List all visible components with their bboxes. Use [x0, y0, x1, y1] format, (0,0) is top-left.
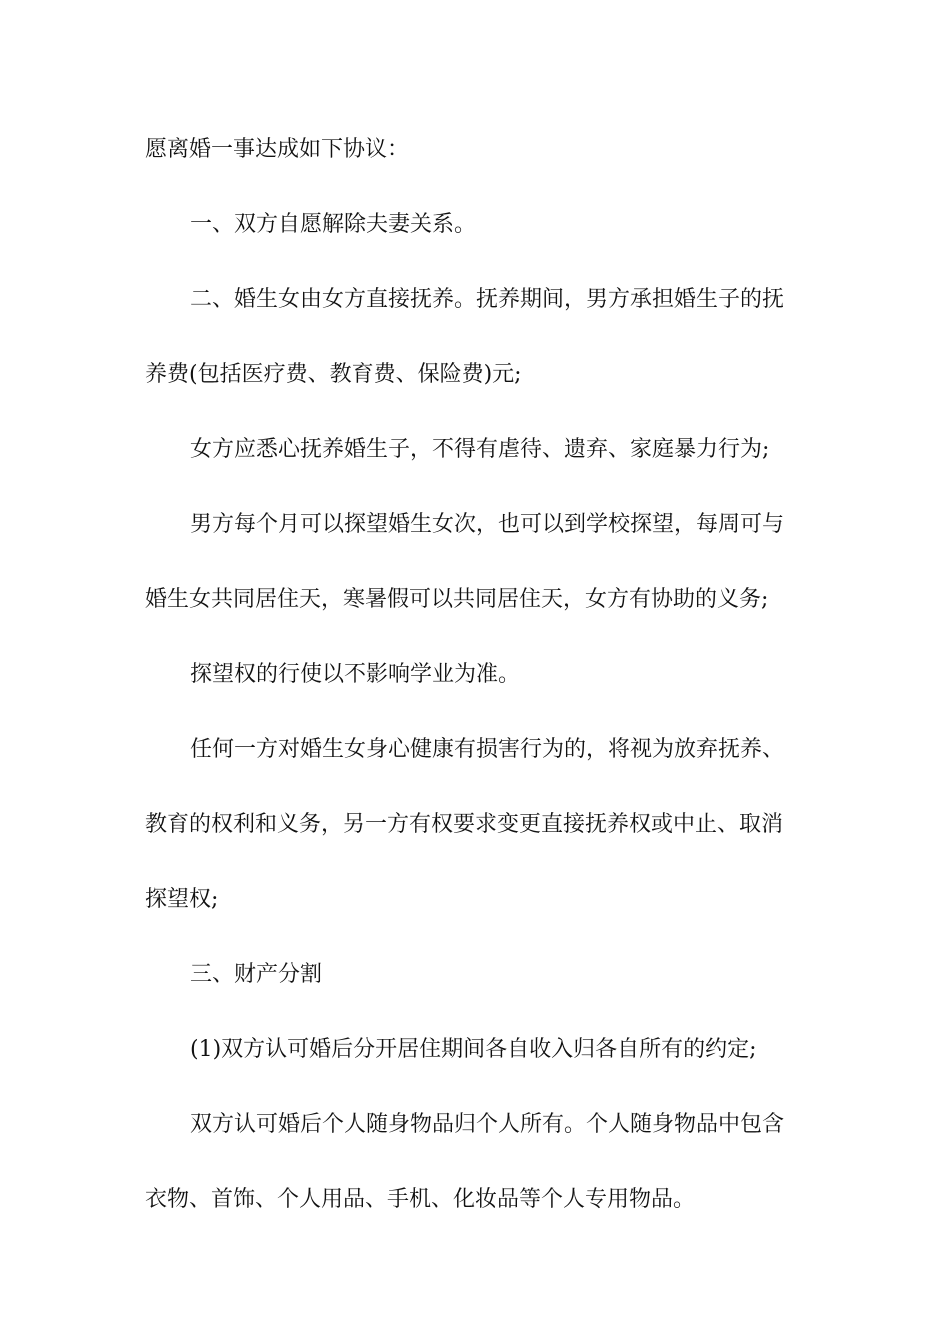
text-line: 双方认可婚后个人随身物品归个人所有。个人随身物品中包含: [190, 1112, 785, 1137]
text-line: 愿离婚一事达成如下协议：: [145, 137, 410, 162]
text-line: 探望权的行使以不影响学业为准。: [190, 662, 521, 687]
text-line: 任何一方对婚生女身心健康有损害行为的，将视为放弃抚养、: [190, 737, 785, 762]
text-line: 探望权;: [145, 887, 219, 912]
text-line: 男方每个月可以探望婚生女次，也可以到学校探望，每周可与: [190, 512, 785, 537]
text-line: 婚生女共同居住天，寒暑假可以共同居住天，女方有协助的义务;: [145, 587, 769, 612]
text-line: 教育的权利和义务，另一方有权要求变更直接抚养权或中止、取消: [145, 812, 784, 837]
text-line: 衣物、首饰、个人用品、手机、化妆品等个人专用物品。: [145, 1187, 696, 1212]
text-line: 养费(包括医疗费、教育费、保险费)元;: [145, 362, 522, 387]
text-line: 一、双方自愿解除夫妻关系。: [190, 212, 477, 237]
text-line: 二、婚生女由女方直接抚养。抚养期间，男方承担婚生子的抚: [190, 287, 785, 312]
text-line: 女方应悉心抚养婚生子，不得有虐待、遗弃、家庭暴力行为;: [190, 437, 770, 462]
text-line: 三、财产分割: [190, 962, 323, 987]
text-line: (1)双方认可婚后分开居住期间各自收入归各自所有的约定;: [190, 1037, 757, 1062]
